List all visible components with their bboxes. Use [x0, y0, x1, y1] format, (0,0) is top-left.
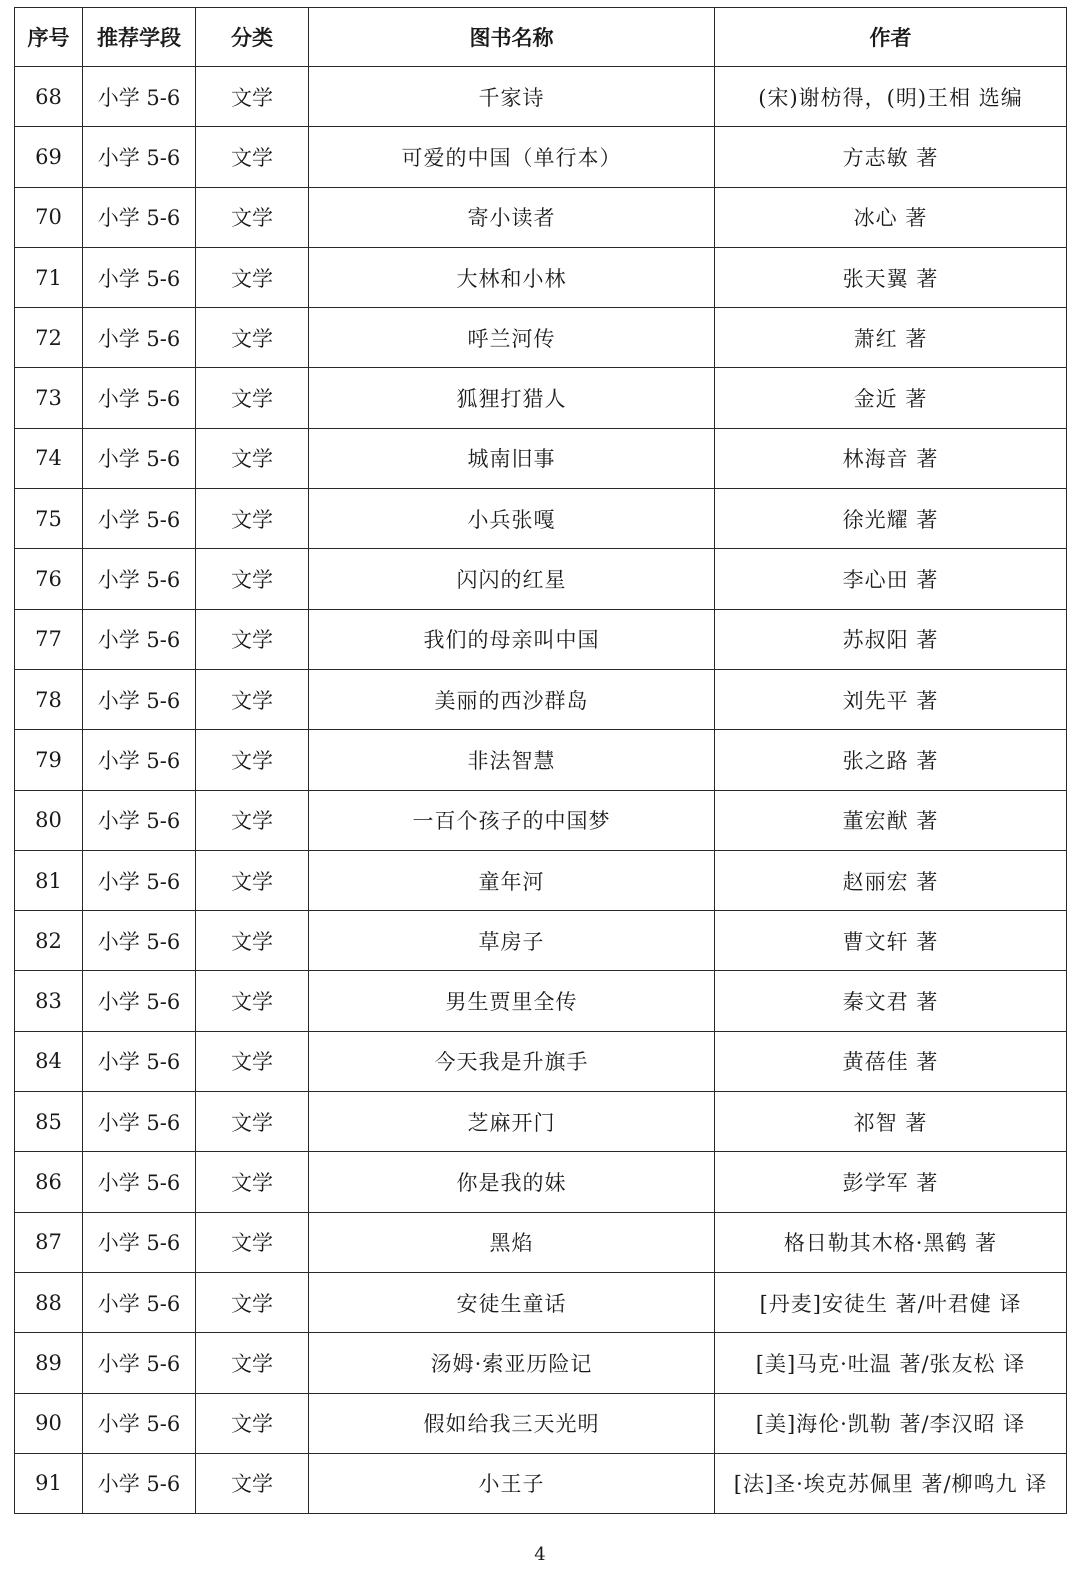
header-author: 作者 — [715, 8, 1067, 67]
cell-author: 张之路 著 — [715, 730, 1067, 790]
cell-category: 文学 — [196, 247, 309, 307]
cell-no: 80 — [15, 790, 83, 850]
table-row — [15, 308, 1067, 368]
cell-title: 小兵张嘎 — [309, 489, 715, 549]
cell-title: 美丽的西沙群岛 — [309, 669, 715, 729]
cell-author: 冰心 著 — [715, 187, 1067, 247]
cell-title: 你是我的妹 — [309, 1152, 715, 1212]
table-row — [15, 187, 1067, 247]
cell-title: 大林和小林 — [309, 247, 715, 307]
table-row — [15, 850, 1067, 910]
cell-no: 91 — [15, 1453, 83, 1513]
cell-title: 男生贾里全传 — [309, 971, 715, 1031]
cell-author: 张天翼 著 — [715, 247, 1067, 307]
cell-category: 文学 — [196, 1272, 309, 1332]
cell-grade: 小学 5-6 — [83, 187, 196, 247]
cell-author: [丹麦]安徒生 著/叶君健 译 — [715, 1272, 1067, 1332]
cell-category: 文学 — [196, 850, 309, 910]
cell-grade: 小学 5-6 — [83, 1152, 196, 1212]
cell-category: 文学 — [196, 1092, 309, 1152]
cell-author: 金近 著 — [715, 368, 1067, 428]
cell-no: 90 — [15, 1393, 83, 1453]
table-row — [15, 247, 1067, 307]
cell-no: 86 — [15, 1152, 83, 1212]
table-row — [15, 911, 1067, 971]
table-row — [15, 368, 1067, 428]
cell-author: 方志敏 著 — [715, 127, 1067, 187]
cell-title: 汤姆·索亚历险记 — [309, 1333, 715, 1393]
cell-category: 文学 — [196, 1031, 309, 1091]
table-row — [15, 1453, 1067, 1513]
cell-category: 文学 — [196, 730, 309, 790]
cell-no: 88 — [15, 1272, 83, 1332]
table-row — [15, 1152, 1067, 1212]
table-body — [15, 67, 1067, 1514]
table-row — [15, 1272, 1067, 1332]
cell-grade: 小学 5-6 — [83, 730, 196, 790]
cell-grade: 小学 5-6 — [83, 1333, 196, 1393]
cell-category: 文学 — [196, 127, 309, 187]
cell-category: 文学 — [196, 1333, 309, 1393]
cell-category: 文学 — [196, 971, 309, 1031]
table-row — [15, 428, 1067, 488]
cell-author: 黄蓓佳 著 — [715, 1031, 1067, 1091]
cell-author: [美]海伦·凯勒 著/李汉昭 译 — [715, 1393, 1067, 1453]
cell-category: 文学 — [196, 1212, 309, 1272]
cell-grade: 小学 5-6 — [83, 911, 196, 971]
cell-title: 黑焰 — [309, 1212, 715, 1272]
cell-grade: 小学 5-6 — [83, 308, 196, 368]
table-row — [15, 1031, 1067, 1091]
cell-author: 彭学军 著 — [715, 1152, 1067, 1212]
table-row — [15, 67, 1067, 127]
cell-category: 文学 — [196, 368, 309, 428]
cell-author: 董宏猷 著 — [715, 790, 1067, 850]
cell-grade: 小学 5-6 — [83, 1212, 196, 1272]
cell-author: [美]马克·吐温 著/张友松 译 — [715, 1333, 1067, 1393]
table-row — [15, 489, 1067, 549]
cell-category: 文学 — [196, 1453, 309, 1513]
table-row — [15, 1333, 1067, 1393]
cell-category: 文学 — [196, 67, 309, 127]
cell-author: [法]圣·埃克苏佩里 著/柳鸣九 译 — [715, 1453, 1067, 1513]
cell-author: 格日勒其木格·黑鹤 著 — [715, 1212, 1067, 1272]
table-row — [15, 549, 1067, 609]
cell-category: 文学 — [196, 911, 309, 971]
cell-category: 文学 — [196, 428, 309, 488]
cell-no: 68 — [15, 67, 83, 127]
cell-category: 文学 — [196, 187, 309, 247]
cell-title: 小王子 — [309, 1453, 715, 1513]
cell-grade: 小学 5-6 — [83, 1031, 196, 1091]
cell-grade: 小学 5-6 — [83, 1453, 196, 1513]
cell-title: 城南旧事 — [309, 428, 715, 488]
table-row — [15, 669, 1067, 729]
table-header — [15, 8, 1067, 67]
table-row — [15, 1092, 1067, 1152]
header-row — [15, 8, 1067, 67]
cell-author: 刘先平 著 — [715, 669, 1067, 729]
cell-no: 71 — [15, 247, 83, 307]
cell-grade: 小学 5-6 — [83, 669, 196, 729]
cell-author: 徐光耀 著 — [715, 489, 1067, 549]
cell-no: 77 — [15, 609, 83, 669]
cell-no: 69 — [15, 127, 83, 187]
cell-no: 79 — [15, 730, 83, 790]
cell-no: 85 — [15, 1092, 83, 1152]
cell-title: 一百个孩子的中国梦 — [309, 790, 715, 850]
cell-no: 72 — [15, 308, 83, 368]
header-title: 图书名称 — [309, 8, 715, 67]
cell-author: 秦文君 著 — [715, 971, 1067, 1031]
cell-title: 我们的母亲叫中国 — [309, 609, 715, 669]
cell-author: 苏叔阳 著 — [715, 609, 1067, 669]
cell-category: 文学 — [196, 790, 309, 850]
table-row — [15, 1393, 1067, 1453]
cell-title: 安徒生童话 — [309, 1272, 715, 1332]
cell-grade: 小学 5-6 — [83, 1092, 196, 1152]
cell-no: 70 — [15, 187, 83, 247]
cell-no: 89 — [15, 1333, 83, 1393]
cell-title: 呼兰河传 — [309, 308, 715, 368]
header-grade: 推荐学段 — [83, 8, 196, 67]
cell-author: (宋)谢枋得，(明)王相 选编 — [715, 67, 1067, 127]
cell-grade: 小学 5-6 — [83, 1272, 196, 1332]
cell-grade: 小学 5-6 — [83, 850, 196, 910]
table-row — [15, 1212, 1067, 1272]
cell-category: 文学 — [196, 609, 309, 669]
header-category: 分类 — [196, 8, 309, 67]
table-row — [15, 730, 1067, 790]
cell-grade: 小学 5-6 — [83, 247, 196, 307]
cell-author: 赵丽宏 著 — [715, 850, 1067, 910]
cell-grade: 小学 5-6 — [83, 609, 196, 669]
cell-no: 81 — [15, 850, 83, 910]
cell-title: 今天我是升旗手 — [309, 1031, 715, 1091]
table-row — [15, 609, 1067, 669]
cell-category: 文学 — [196, 549, 309, 609]
cell-author: 祁智 著 — [715, 1092, 1067, 1152]
cell-grade: 小学 5-6 — [83, 1393, 196, 1453]
cell-title: 寄小读者 — [309, 187, 715, 247]
cell-title: 假如给我三天光明 — [309, 1393, 715, 1453]
cell-no: 73 — [15, 368, 83, 428]
cell-grade: 小学 5-6 — [83, 489, 196, 549]
cell-category: 文学 — [196, 308, 309, 368]
cell-no: 75 — [15, 489, 83, 549]
cell-grade: 小学 5-6 — [83, 790, 196, 850]
cell-author: 林海音 著 — [715, 428, 1067, 488]
cell-category: 文学 — [196, 1393, 309, 1453]
cell-category: 文学 — [196, 1152, 309, 1212]
cell-title: 童年河 — [309, 850, 715, 910]
cell-author: 李心田 著 — [715, 549, 1067, 609]
cell-no: 74 — [15, 428, 83, 488]
cell-no: 83 — [15, 971, 83, 1031]
cell-category: 文学 — [196, 669, 309, 729]
cell-title: 闪闪的红星 — [309, 549, 715, 609]
table-row — [15, 971, 1067, 1031]
cell-grade: 小学 5-6 — [83, 971, 196, 1031]
cell-category: 文学 — [196, 489, 309, 549]
cell-author: 曹文轩 著 — [715, 911, 1067, 971]
cell-no: 84 — [15, 1031, 83, 1091]
cell-no: 78 — [15, 669, 83, 729]
table-row — [15, 790, 1067, 850]
cell-title: 狐狸打猎人 — [309, 368, 715, 428]
table-row — [15, 127, 1067, 187]
cell-title: 芝麻开门 — [309, 1092, 715, 1152]
cell-grade: 小学 5-6 — [83, 428, 196, 488]
cell-grade: 小学 5-6 — [83, 368, 196, 428]
book-list-table — [14, 7, 1067, 1514]
header-no: 序号 — [15, 8, 83, 67]
cell-title: 草房子 — [309, 911, 715, 971]
cell-no: 82 — [15, 911, 83, 971]
cell-title: 千家诗 — [309, 67, 715, 127]
document-page — [14, 7, 1066, 1514]
page-number: 4 — [534, 1544, 546, 1565]
cell-title: 可爱的中国（单行本） — [309, 127, 715, 187]
cell-no: 76 — [15, 549, 83, 609]
cell-grade: 小学 5-6 — [83, 127, 196, 187]
cell-author: 萧红 著 — [715, 308, 1067, 368]
cell-title: 非法智慧 — [309, 730, 715, 790]
cell-grade: 小学 5-6 — [83, 549, 196, 609]
cell-grade: 小学 5-6 — [83, 67, 196, 127]
cell-no: 87 — [15, 1212, 83, 1272]
